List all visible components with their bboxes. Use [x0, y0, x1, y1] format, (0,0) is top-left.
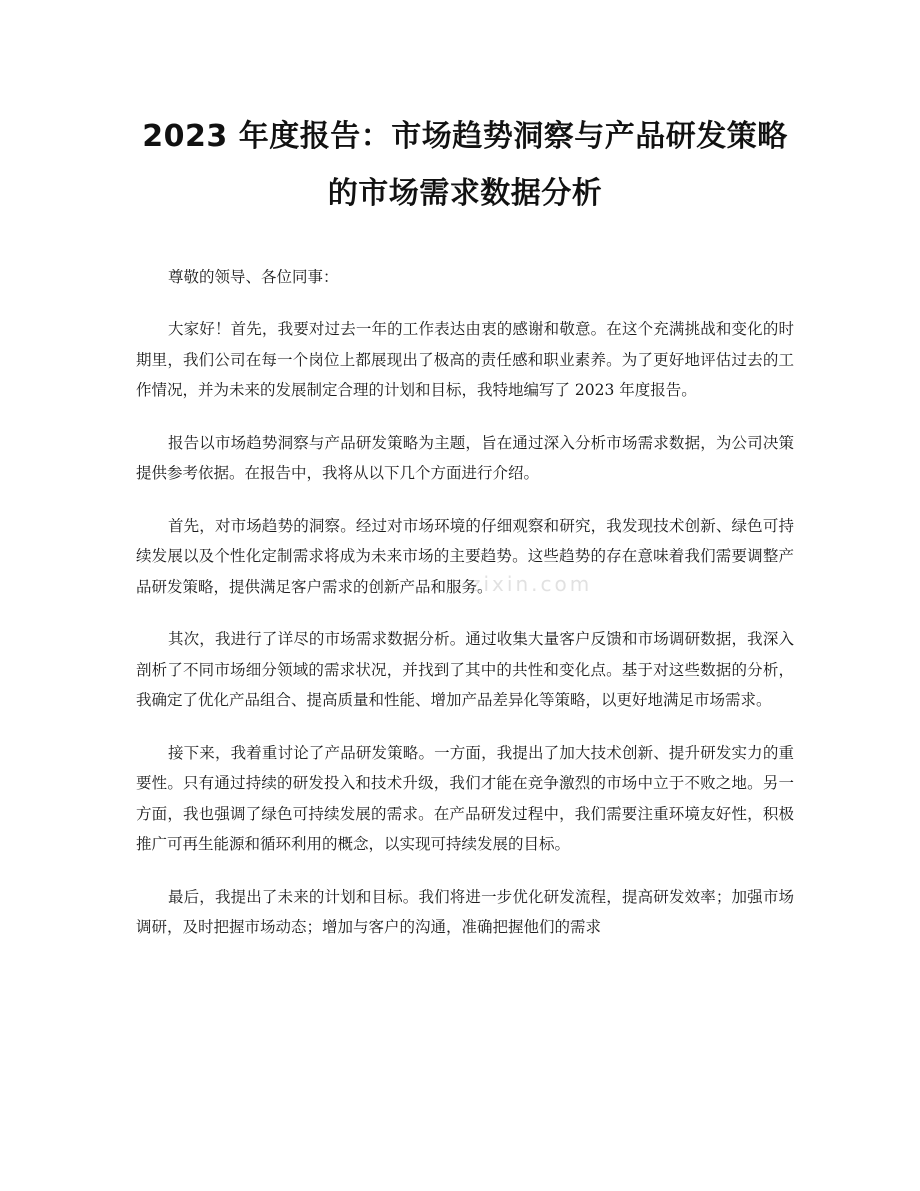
- paragraph-1: 大家好！首先，我要对过去一年的工作表达由衷的感谢和敬意。在这个充满挑战和变化的时期里，我们公司在每一个岗位上都展现出了极高的责任感和职业素养。为了更好地评估过去的工作情况，并为未来的发展制定合理的计划和目标，我特地编写了 2023 年度报告。: [136, 320, 794, 399]
- paragraph-4: 其次，我进行了详尽的市场需求数据分析。通过收集大量客户反馈和市场调研数据，我深入剖析了不同市场细分领域的需求状况，并找到了其中的共性和变化点。基于对这些数据的分析，我确定了优化产品组合、提高质量和性能、增加产品差异化等策略，以更好地满足市场需求。: [136, 630, 794, 709]
- paragraph-3: 首先，对市场趋势的洞察。经过对市场环境的仔细观察和研究，我发现技术创新、绿色可持续发展以及个性化定制需求将成为未来市场的主要趋势。这些趋势的存在意味着我们需要调整产品研发策略，提供满足客户需求的创新产品和服务。: [136, 516, 794, 596]
- document-title: 2023 年度报告：市场趋势洞察与产品研发策略的市场需求数据分析: [142, 119, 788, 211]
- paragraph-2: 报告以市场趋势洞察与产品研发策略为主题，旨在通过深入分析市场需求数据，为公司决策提供参考依据。在报告中，我将从以下几个方面进行介绍。: [136, 433, 794, 482]
- salutation: 尊敬的领导、各位同事：: [168, 268, 339, 286]
- watermark: zixin.com: [470, 572, 593, 596]
- paragraph-5: 接下来，我着重讨论了产品研发策略。一方面，我提出了加大技术创新、提升研发实力的重要性。只有通过持续的研发投入和技术升级，我们才能在竞争激烈的市场中立于不败之地。另一方面，我也强调了绿色可持续发展的需求。在产品研发过程中，我们需要注重环境友好性，积极推广可再生能源和循环利用的概念，以实现可持续发展的目标。: [136, 743, 794, 853]
- paragraph-6: 最后，我提出了未来的计划和目标。我们将进一步优化研发流程，提高研发效率；加强市场调研，及时把握市场动态；增加与客户的沟通，准确把握他们的需求: [136, 887, 794, 936]
